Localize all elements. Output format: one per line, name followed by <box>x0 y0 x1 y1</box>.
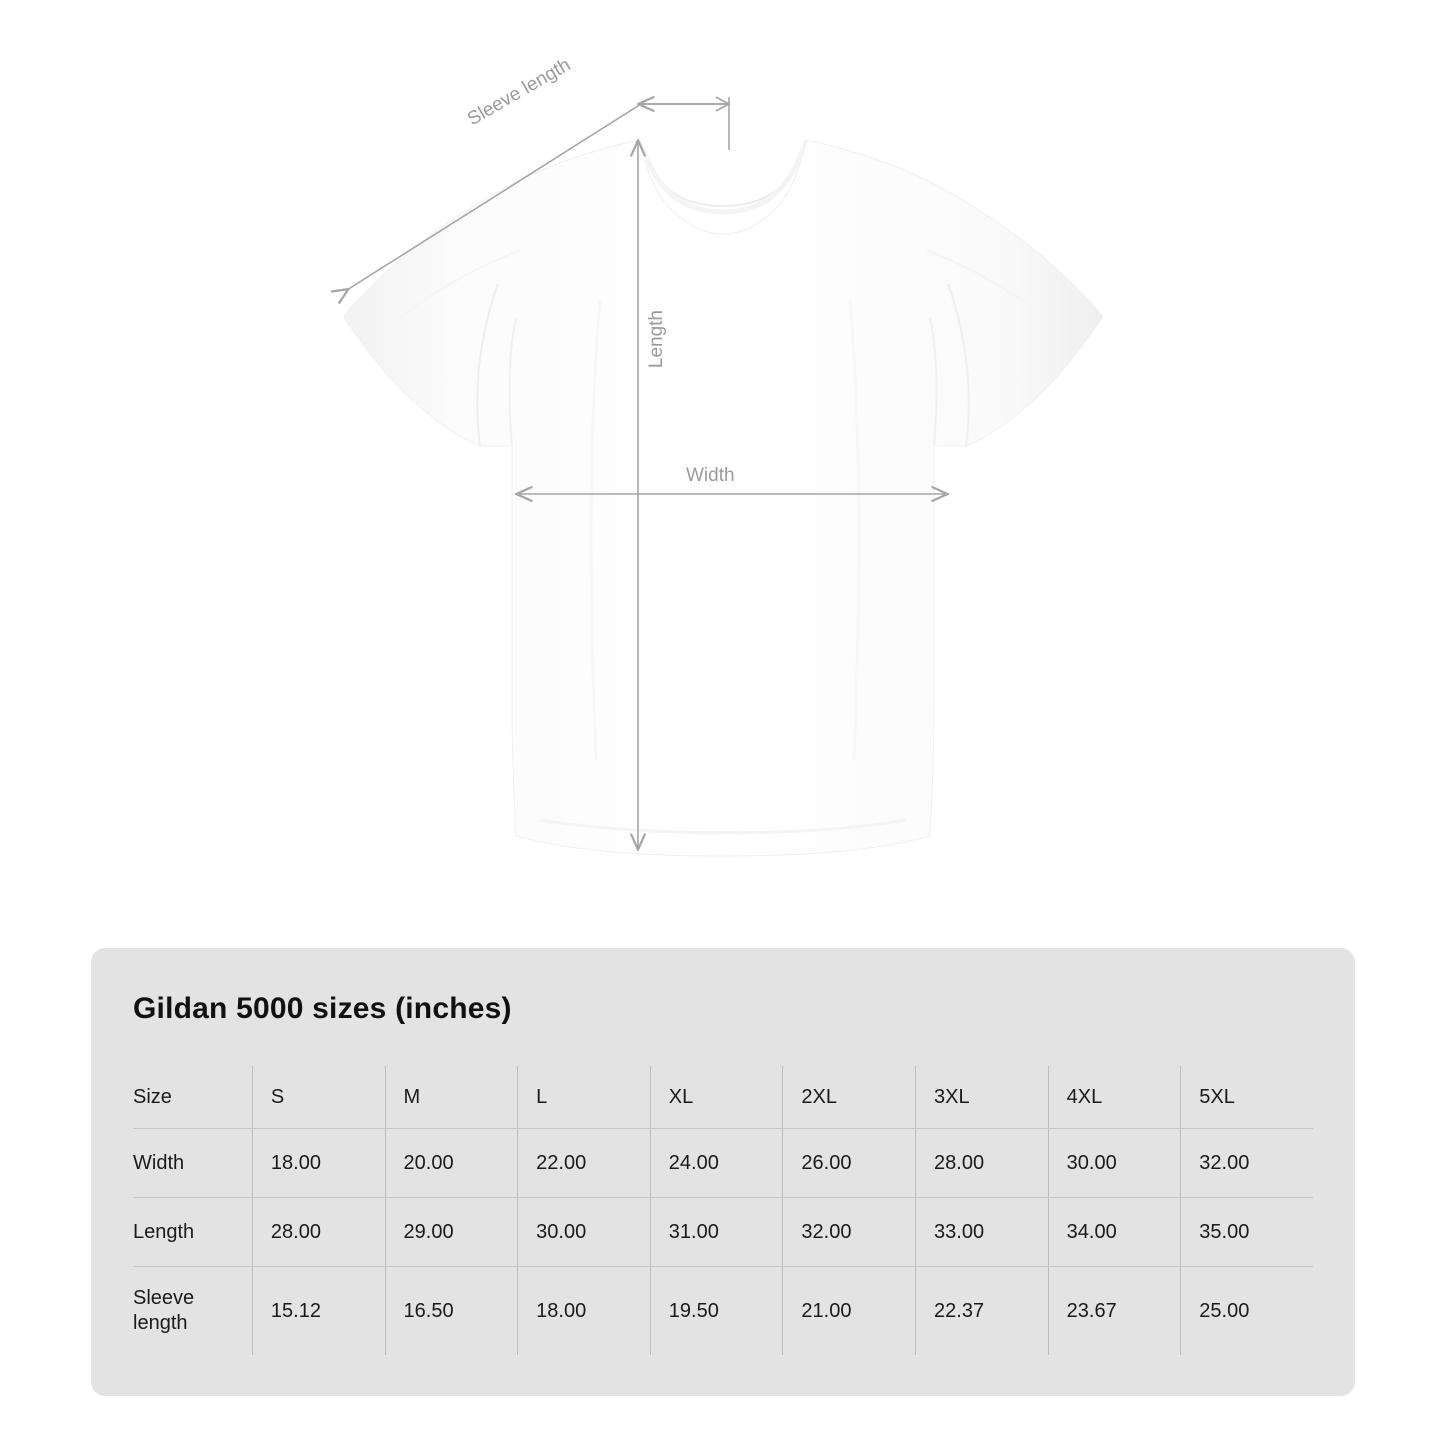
cell-length-l: 30.00 <box>518 1198 651 1267</box>
cell-sleeve-l: 18.00 <box>518 1267 651 1356</box>
cell-sleeve-m: 16.50 <box>385 1267 518 1356</box>
cell-length-5xl: 35.00 <box>1181 1198 1313 1267</box>
size-chart-panel <box>91 948 1355 1396</box>
cell-width-xl: 24.00 <box>650 1129 783 1198</box>
row-header-width: Width <box>133 1129 252 1198</box>
cell-width-5xl: 32.00 <box>1181 1129 1313 1198</box>
column-header-4xl: 4XL <box>1048 1066 1181 1129</box>
cell-length-2xl: 32.00 <box>783 1198 916 1267</box>
row-header-size: Size <box>133 1066 252 1129</box>
width-dimension-label: Width <box>686 465 735 486</box>
cell-width-l: 22.00 <box>518 1129 651 1198</box>
cell-width-3xl: 28.00 <box>916 1129 1049 1198</box>
cell-length-xl: 31.00 <box>650 1198 783 1267</box>
table-row <box>133 1267 1313 1356</box>
cell-sleeve-3xl: 22.37 <box>916 1267 1049 1356</box>
column-header-3xl: 3XL <box>916 1066 1049 1129</box>
cell-sleeve-xl: 19.50 <box>650 1267 783 1356</box>
cell-length-m: 29.00 <box>385 1198 518 1267</box>
cell-length-3xl: 33.00 <box>916 1198 1049 1267</box>
cell-width-s: 18.00 <box>252 1129 385 1198</box>
row-header-sleeve-length <box>133 1267 252 1356</box>
cell-width-m: 20.00 <box>385 1129 518 1198</box>
column-header-m: M <box>385 1066 518 1129</box>
size-chart-title: Gildan 5000 sizes (inches) <box>133 992 512 1025</box>
row-header-sleeve-line1: Sleeve <box>133 1287 195 1309</box>
column-header-2xl: 2XL <box>783 1066 916 1129</box>
size-chart-table <box>133 1066 1313 1355</box>
tshirt-shape <box>344 140 1102 856</box>
cell-sleeve-s: 15.12 <box>252 1267 385 1356</box>
cell-sleeve-5xl: 25.00 <box>1181 1267 1313 1356</box>
column-header-l: L <box>518 1066 651 1129</box>
table-header-row <box>133 1066 1313 1129</box>
cell-length-s: 28.00 <box>252 1198 385 1267</box>
sleeve-length-dimension-label: Sleeve length <box>464 54 575 131</box>
table-row <box>133 1198 1313 1267</box>
cell-sleeve-2xl: 21.00 <box>783 1267 916 1356</box>
cell-sleeve-4xl: 23.67 <box>1048 1267 1181 1356</box>
cell-width-2xl: 26.00 <box>783 1129 916 1198</box>
cell-length-4xl: 34.00 <box>1048 1198 1181 1267</box>
column-header-5xl: 5XL <box>1181 1066 1313 1129</box>
column-header-xl: XL <box>650 1066 783 1129</box>
column-header-s: S <box>252 1066 385 1129</box>
row-header-length: Length <box>133 1198 252 1267</box>
table-row <box>133 1129 1313 1198</box>
cell-width-4xl: 30.00 <box>1048 1129 1181 1198</box>
length-dimension-label: Length <box>646 310 667 369</box>
row-header-sleeve-line2: length <box>133 1312 188 1334</box>
